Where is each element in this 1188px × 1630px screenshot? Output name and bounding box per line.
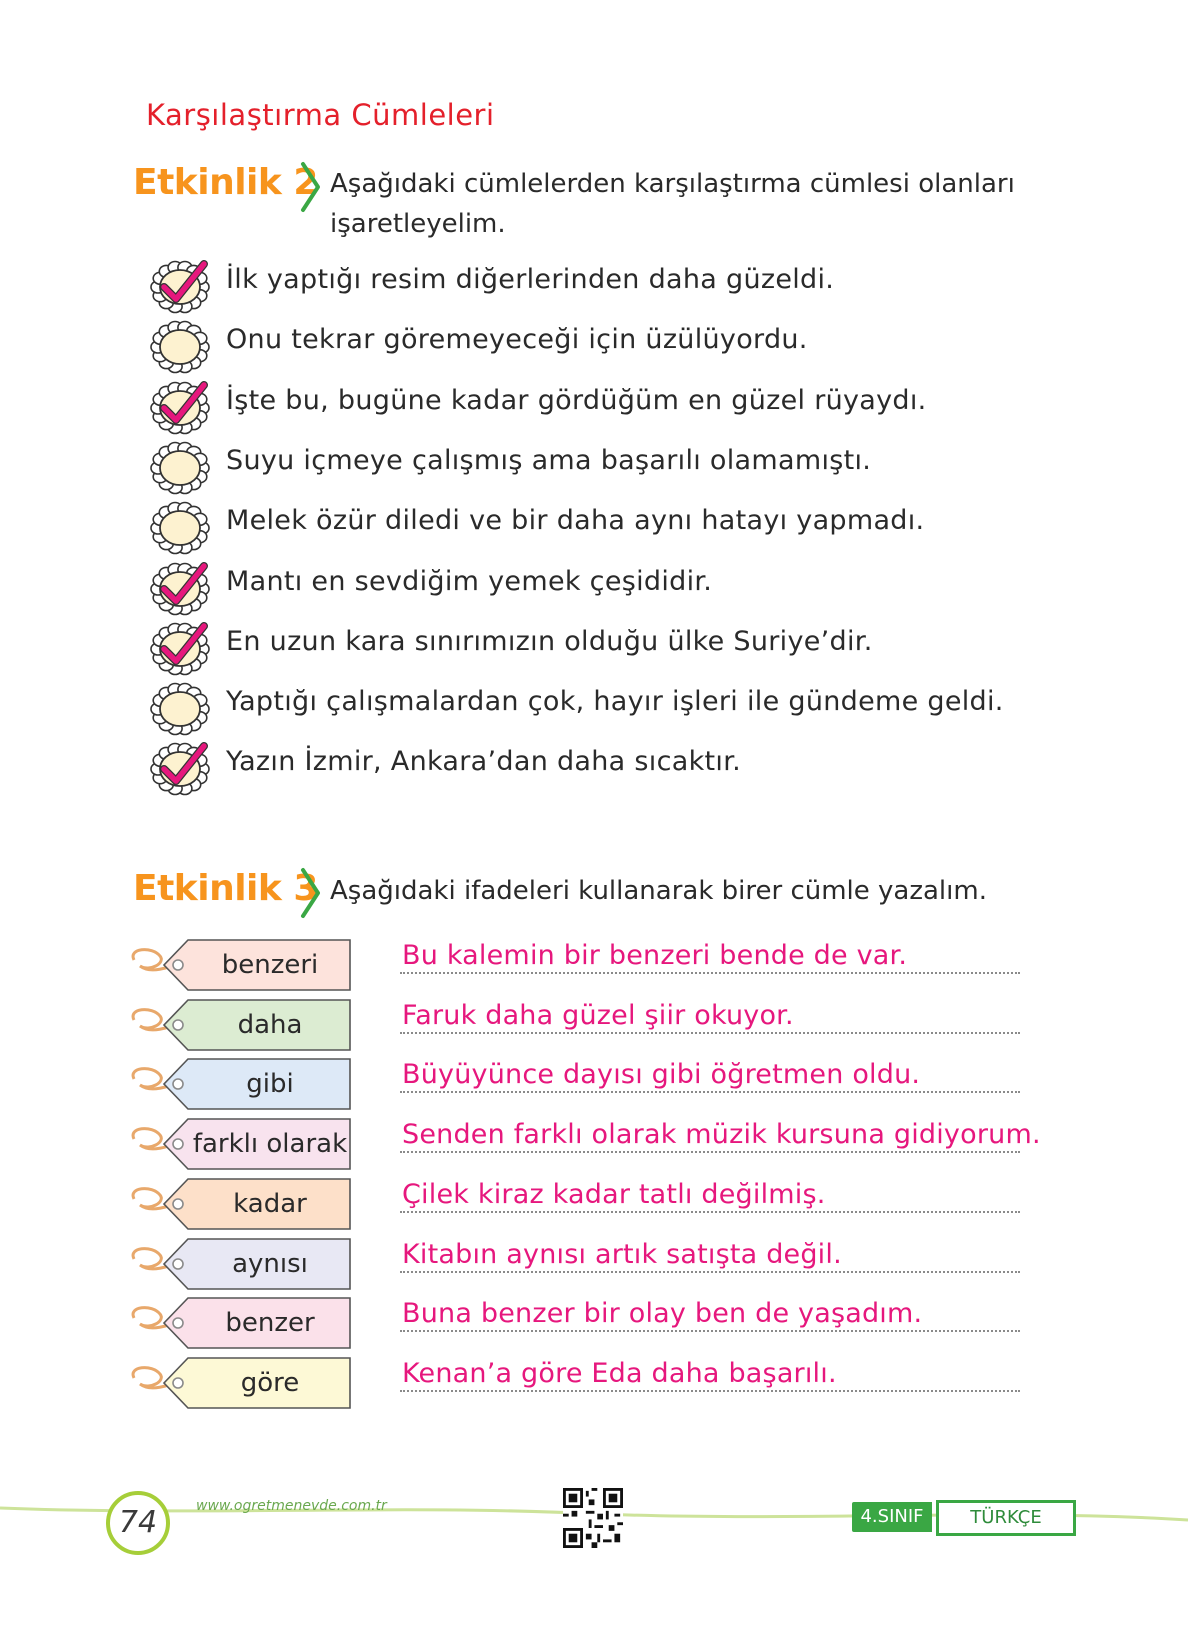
checklist-item-text: En uzun kara sınırımızın olduğu ülke Suriye’dir. xyxy=(226,625,873,657)
section-title: Karşılaştırma Cümleleri xyxy=(146,98,495,132)
checklist-item[interactable] xyxy=(148,616,1048,678)
tag-word: benzeri xyxy=(221,950,319,980)
daisy-checkbox-icon[interactable] xyxy=(148,676,218,740)
instruction-line-1: Aşağıdaki cümlelerden karşılaştırma cümlesi olanları xyxy=(330,169,1015,199)
instruction-line-2: işaretleyelim. xyxy=(330,209,506,239)
sentence-row xyxy=(130,1057,1020,1113)
checklist-item-text: İşte bu, bugüne kadar gördüğüm en güzel rüyaydı. xyxy=(226,384,927,416)
qr-code-icon xyxy=(563,1488,623,1548)
tag-word: farklı olarak xyxy=(192,1129,348,1160)
answer-sentence[interactable]: Kitabın aynısı artık satışta değil. xyxy=(402,1238,842,1270)
daisy-checkbox-icon[interactable] xyxy=(148,616,218,680)
subject-badge: TÜRKÇE xyxy=(936,1500,1076,1536)
dotted-writing-line xyxy=(400,972,1020,974)
tag-word: aynısı xyxy=(232,1248,308,1279)
activity-2-label: Etkinlik 2 xyxy=(133,162,318,203)
daisy-checkbox-icon[interactable] xyxy=(148,495,218,559)
checklist-item[interactable] xyxy=(148,556,1048,618)
answer-sentence[interactable]: Buna benzer bir olay ben de yaşadım. xyxy=(402,1298,923,1330)
activity-3-label: Etkinlik 3 xyxy=(133,868,318,909)
daisy-checkbox-icon[interactable] xyxy=(148,314,218,378)
checklist-item[interactable] xyxy=(148,254,1048,316)
website-link[interactable]: www.ogretmenevde.com.tr xyxy=(196,1498,387,1514)
checklist-item-text: Melek özür diledi ve bir daha aynı hatayı yapmadı. xyxy=(226,505,925,537)
dotted-writing-line xyxy=(400,1271,1020,1273)
checklist-item-text: İlk yaptığı resim diğerlerinden daha güzeldi. xyxy=(226,264,835,295)
answer-sentence[interactable]: Büyüyünce dayısı gibi öğretmen oldu. xyxy=(402,1059,921,1091)
checklist-item[interactable] xyxy=(148,435,1048,497)
dotted-writing-line xyxy=(400,1151,1020,1153)
sentence-row xyxy=(130,1237,1020,1293)
checklist-item[interactable] xyxy=(148,495,1048,557)
sentence-row xyxy=(130,998,1020,1054)
page-number: 74 xyxy=(106,1491,170,1555)
grade-badge: 4.SINIF xyxy=(852,1502,932,1532)
daisy-checkbox-icon[interactable] xyxy=(148,736,218,800)
sentence-row xyxy=(130,1177,1020,1233)
dotted-writing-line xyxy=(400,1330,1020,1332)
sentence-row xyxy=(130,938,1020,994)
checklist-item[interactable] xyxy=(148,676,1048,738)
answer-sentence[interactable]: Senden farklı olarak müzik kursuna gidiyorum. xyxy=(402,1119,1041,1151)
checklist-item[interactable] xyxy=(148,314,1048,376)
daisy-checkbox-icon[interactable] xyxy=(148,375,218,439)
tag-word: gibi xyxy=(246,1069,294,1100)
tag-word: göre xyxy=(240,1367,300,1398)
tag-word: daha xyxy=(237,1009,303,1040)
answer-sentence[interactable]: Çilek kiraz kadar tatlı değilmiş. xyxy=(402,1178,826,1210)
checklist-item[interactable] xyxy=(148,736,1048,798)
answer-sentence[interactable]: Kenan’a göre Eda daha başarılı. xyxy=(402,1357,837,1389)
activity-2-instruction xyxy=(330,164,1015,244)
checklist-item-text: Yaptığı çalışmalardan çok, hayır işleri ile gündeme geldi. xyxy=(226,686,1004,718)
dotted-writing-line xyxy=(400,1032,1020,1034)
activity-3-instruction: Aşağıdaki ifadeleri kullanarak birer cümle yazalım. xyxy=(330,876,987,906)
checklist-item[interactable] xyxy=(148,375,1048,437)
dotted-writing-line xyxy=(400,1211,1020,1213)
sentence-row xyxy=(130,1356,1020,1412)
checklist-item-text: Mantı en sevdiğim yemek çeşididir. xyxy=(226,565,713,597)
tag-word: kadar xyxy=(233,1188,307,1219)
answer-sentence[interactable]: Bu kalemin bir benzeri bende de var. xyxy=(402,940,908,971)
checklist-item-text: Suyu içmeye çalışmış ama başarılı olamamıştı. xyxy=(226,444,872,476)
dotted-writing-line xyxy=(400,1091,1020,1093)
daisy-checkbox-icon[interactable] xyxy=(148,254,218,318)
chevron-right-icon xyxy=(298,866,322,920)
daisy-checkbox-icon[interactable] xyxy=(148,435,218,499)
checklist-item-text: Onu tekrar göremeyeceği için üzülüyordu. xyxy=(226,324,808,356)
dotted-writing-line xyxy=(400,1390,1020,1392)
checklist-item-text: Yazın İzmir, Ankara’dan daha sıcaktır. xyxy=(226,746,741,778)
sentence-row xyxy=(130,1117,1041,1173)
answer-sentence[interactable]: Faruk daha güzel şiir okuyor. xyxy=(402,999,794,1031)
daisy-checkbox-icon[interactable] xyxy=(148,556,218,620)
tag-word: benzer xyxy=(225,1308,315,1339)
chevron-right-icon xyxy=(298,160,322,214)
sentence-row xyxy=(130,1296,1020,1352)
